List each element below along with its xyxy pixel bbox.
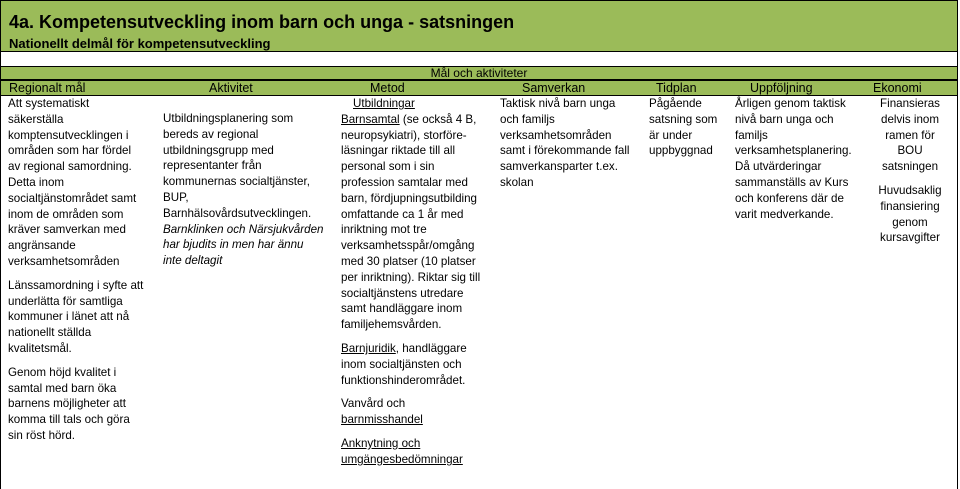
text-line: sammanställs av Kurs [735, 175, 849, 189]
text-line: Genom höjd kvalitet i [8, 365, 117, 379]
text-line: underlätta för samtliga [8, 294, 123, 308]
text-line: satsning som [649, 112, 718, 126]
barnmisshandel-link[interactable]: barnmisshandel [341, 413, 423, 427]
text-line: varit medverkande. [735, 207, 834, 221]
text-line: Barnklinken och Närsjukvården [163, 222, 324, 236]
text-line: samtal med barn öka [8, 381, 117, 395]
text-line: komptensutvecklingen i [8, 128, 129, 142]
column-header-row [0, 80, 958, 96]
text-line: Utbildningsplanering som [163, 112, 294, 125]
text-line: barnens möjligheter att [8, 397, 126, 411]
text-line: Taktisk nivå barn unga [500, 97, 616, 110]
text-line: familjehemsvården. [341, 318, 442, 332]
header-metod: Metod [370, 81, 405, 95]
text-line: nivå barn unga och [735, 112, 834, 126]
text-line: personal som i sin [341, 160, 435, 174]
metod-heading: Utbildningar [353, 97, 415, 110]
regional-block-2 [8, 278, 143, 357]
text-line: säkerställa [8, 112, 64, 126]
header-ekonomi: Ekonomi [873, 81, 922, 95]
col-regionalt-mal [8, 96, 143, 444]
barnsamtal-link[interactable]: Barnsamtal [341, 112, 400, 126]
text-line: uppbyggnad [649, 144, 713, 158]
text-line: per inriktning). Riktar sig till [341, 270, 481, 284]
header-tidplan: Tidplan [656, 81, 697, 95]
text-line: nationellt ställda [8, 326, 92, 340]
text-line: inriktning mot tre [341, 223, 427, 237]
text-line: BOU [897, 144, 923, 158]
header-aktivitet: Aktivitet [209, 81, 253, 95]
regional-block-1 [8, 96, 143, 270]
col-aktivitet [163, 111, 323, 269]
text-line: kommuner i länet att nå [8, 310, 130, 324]
text-span: , handläggare [395, 341, 467, 355]
page-title: 4a. Kompetensutveckling inom barn och unga - satsningen [9, 12, 515, 32]
text-span: (se också 4 B, [399, 112, 477, 126]
text-line: samverkansparter t.ex. [500, 160, 618, 174]
text-line: Huvudsaklig [878, 183, 942, 197]
text-line: kvalitetsmål. [8, 341, 72, 355]
text-line: Länssamordning i syfte att [8, 278, 144, 292]
group-header-row [0, 66, 958, 80]
text-line: verksamhetsområden [500, 128, 612, 142]
text-line: och konferens där de [735, 191, 844, 205]
text-line: omfattande ca 1 år med [341, 207, 464, 221]
text-line: samt i förekommande fall [500, 144, 630, 158]
text-line: Anknytning och [341, 436, 421, 450]
text-line: BUP, [163, 190, 189, 204]
text-line: bereds av regional [163, 127, 259, 141]
text-line: Årligen genom taktisk [735, 97, 846, 110]
text-line: ramen för [885, 128, 935, 142]
text-line: inom de områden som [8, 207, 124, 221]
text-line: kursavgifter [880, 231, 940, 245]
header-uppfoljning: Uppföljning [750, 81, 813, 95]
text-line: områden som har fördel [8, 144, 132, 158]
text-line: Då utvärderingar [735, 160, 822, 174]
regional-block-3 [8, 365, 143, 444]
page-subtitle: Nationellt delmål för kompetensutveckling [9, 36, 271, 51]
title-bar [0, 0, 958, 52]
text-line: kommunernas socialtjänster, [163, 175, 310, 189]
spacer [0, 52, 958, 66]
col-metod [341, 96, 480, 468]
text-line: kräver samverkan med [8, 223, 126, 237]
barnsamtal-line [341, 112, 480, 128]
text-line: barn, fördjupningsutbilding [341, 191, 478, 205]
text-line: verksamhetsplanering. [735, 144, 852, 158]
text-line: Detta inom [8, 175, 65, 189]
text-line: skolan [500, 175, 534, 189]
text-line: delvis inom [881, 112, 939, 126]
text-line: representanter från [163, 159, 262, 173]
text-line: komma till tals och göra [8, 413, 130, 427]
col-tidplan [649, 96, 717, 159]
text-line: samt handläggare inom [341, 302, 463, 316]
text-line: inom socialtjänsten och [341, 357, 462, 371]
text-line: genom [892, 215, 928, 229]
text-line: socialtjänstens utredare [341, 286, 464, 300]
group-header: Mål och aktiviteter [430, 66, 528, 80]
col-ekonomi [868, 96, 952, 246]
col-samverkan [500, 96, 640, 191]
text-line: verksamhetsområden [8, 254, 120, 268]
text-line: utbildningsgrupp med [163, 143, 274, 157]
text-line: och familjs [500, 112, 555, 126]
col-uppfoljning [735, 96, 852, 222]
barnjuridik-link[interactable]: Barnjuridik [341, 341, 396, 355]
text-line: finansiering [880, 199, 940, 213]
text-line: neuropsykiatri), storföre- [341, 128, 467, 142]
text-line: satsningen [881, 160, 939, 174]
text-line: Att systematiskt [8, 97, 90, 110]
text-line: har bjudits in men har ännu [163, 238, 304, 252]
text-line: verksamhetsspår/omgång [341, 239, 475, 253]
text-line: med 30 platser (10 platser [341, 254, 476, 268]
text-line: Pågående [649, 97, 702, 110]
text-line: av regional samordning. [8, 160, 132, 174]
text-line: angränsande [8, 239, 76, 253]
text-line: läsningar riktade till all [341, 144, 456, 158]
header-regionalt-mal: Regionalt mål [9, 81, 86, 95]
text-line: funktionshinderområdet. [341, 373, 466, 387]
text-line: socialtjänstområdet samt [8, 191, 137, 205]
text-line: familjs [735, 128, 768, 142]
text-line: är under [649, 128, 693, 142]
text-line: Finansieras [880, 97, 940, 110]
text-line: sin röst hörd. [8, 428, 76, 442]
text-line: Vanvård och [341, 397, 406, 411]
text-line: inte deltagit [163, 254, 223, 268]
umgangesbedomningar-link[interactable]: umgängesbedömningar [341, 452, 463, 466]
text-line: Barnhälsovårdsutvecklingen. [163, 206, 312, 220]
text-line: profession samtalar med [341, 175, 468, 189]
barnjuridik-line [341, 341, 480, 357]
header-samverkan: Samverkan [522, 81, 586, 95]
